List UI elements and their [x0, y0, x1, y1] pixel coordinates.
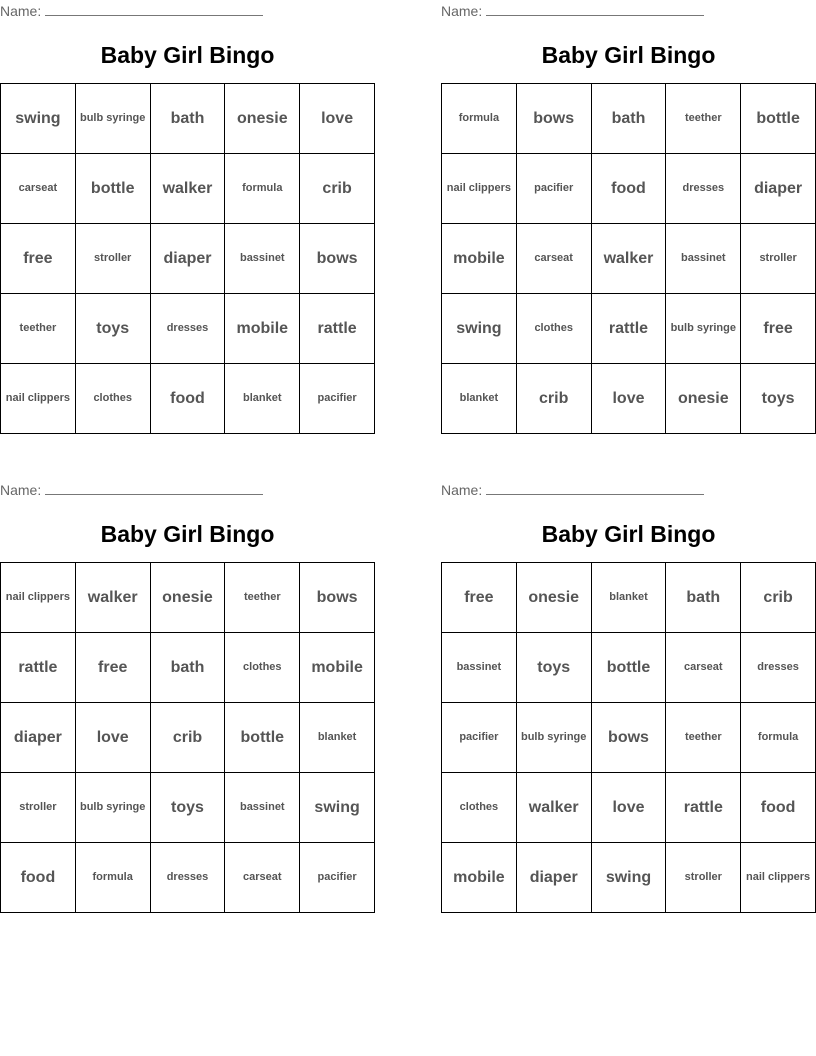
bingo-cell: carseat	[666, 633, 741, 703]
bingo-cell: love	[592, 773, 667, 843]
bingo-cell: swing	[592, 843, 667, 913]
bingo-cell: walker	[151, 154, 226, 224]
bingo-cell: mobile	[225, 294, 300, 364]
bingo-cell: bassinet	[442, 633, 517, 703]
bingo-cell: onesie	[151, 563, 226, 633]
bingo-cell: love	[300, 84, 375, 154]
bingo-cell: dresses	[666, 154, 741, 224]
bingo-cell: bath	[151, 633, 226, 703]
name-underline	[45, 482, 263, 495]
bingo-cell: food	[151, 364, 226, 434]
bingo-cell: bulb syringe	[517, 703, 592, 773]
bingo-cell: nail clippers	[442, 154, 517, 224]
bingo-cell: diaper	[151, 224, 226, 294]
bingo-cell: rattle	[300, 294, 375, 364]
bingo-cell: crib	[151, 703, 226, 773]
bingo-cell: bassinet	[225, 224, 300, 294]
card-title: Baby Girl Bingo	[100, 521, 275, 547]
bingo-cell: nail clippers	[1, 364, 76, 434]
bingo-cell: stroller	[741, 224, 816, 294]
bingo-cell: toys	[76, 294, 151, 364]
bingo-cell: dresses	[151, 294, 226, 364]
bingo-card-1	[0, 0, 375, 435]
bingo-cell: formula	[741, 703, 816, 773]
bingo-cell: crib	[741, 563, 816, 633]
bingo-cell: toys	[741, 364, 816, 434]
bingo-grid	[0, 83, 375, 434]
bingo-cell: bassinet	[666, 224, 741, 294]
bingo-cell: walker	[76, 563, 151, 633]
name-label: Name:	[0, 482, 42, 498]
bingo-cell: onesie	[225, 84, 300, 154]
bingo-cell: clothes	[442, 773, 517, 843]
bingo-cell: bath	[592, 84, 667, 154]
bingo-cell: swing	[300, 773, 375, 843]
bingo-cell: diaper	[1, 703, 76, 773]
bingo-cell: blanket	[592, 563, 667, 633]
bingo-cell: carseat	[517, 224, 592, 294]
bingo-cell: onesie	[517, 563, 592, 633]
bingo-cell: formula	[442, 84, 517, 154]
bingo-cell: bows	[517, 84, 592, 154]
name-field	[0, 482, 263, 498]
bingo-cell: carseat	[225, 843, 300, 913]
name-label: Name:	[441, 3, 483, 19]
name-field	[441, 482, 704, 498]
bingo-cell: blanket	[225, 364, 300, 434]
bingo-cell: food	[741, 773, 816, 843]
bingo-cell: teether	[1, 294, 76, 364]
name-underline	[486, 482, 704, 495]
bingo-cell: teether	[225, 563, 300, 633]
bingo-card-2	[441, 0, 816, 435]
bingo-cell: bulb syringe	[666, 294, 741, 364]
bingo-cell: carseat	[1, 154, 76, 224]
bingo-cell: onesie	[666, 364, 741, 434]
bingo-cell: free	[741, 294, 816, 364]
bingo-cell: love	[76, 703, 151, 773]
bingo-cell: dresses	[741, 633, 816, 703]
bingo-cell: free	[76, 633, 151, 703]
bingo-cell: toys	[517, 633, 592, 703]
bingo-cell: pacifier	[442, 703, 517, 773]
bingo-cell: love	[592, 364, 667, 434]
bingo-card-3	[0, 479, 375, 914]
bingo-cell: bottle	[76, 154, 151, 224]
name-field	[0, 3, 263, 19]
bingo-cell: diaper	[741, 154, 816, 224]
bingo-card-4	[441, 479, 816, 914]
name-field	[441, 3, 704, 19]
bingo-cell: bottle	[741, 84, 816, 154]
card-title: Baby Girl Bingo	[100, 42, 275, 68]
bingo-cell: teether	[666, 84, 741, 154]
bingo-cell: nail clippers	[1, 563, 76, 633]
bingo-cell: walker	[592, 224, 667, 294]
bingo-cell: stroller	[1, 773, 76, 843]
bingo-cell: food	[592, 154, 667, 224]
bingo-cell: formula	[225, 154, 300, 224]
bingo-cell: stroller	[76, 224, 151, 294]
bingo-cell: toys	[151, 773, 226, 843]
bingo-cell: bath	[151, 84, 226, 154]
card-title: Baby Girl Bingo	[541, 42, 716, 68]
bingo-cell: free	[442, 563, 517, 633]
bingo-cell: bulb syringe	[76, 84, 151, 154]
name-label: Name:	[0, 3, 42, 19]
bingo-cell: walker	[517, 773, 592, 843]
name-label: Name:	[441, 482, 483, 498]
bingo-cell: rattle	[666, 773, 741, 843]
bingo-cell: blanket	[300, 703, 375, 773]
bingo-cell: mobile	[442, 843, 517, 913]
bingo-cell: pacifier	[300, 364, 375, 434]
bingo-cell: mobile	[442, 224, 517, 294]
bingo-grid	[441, 562, 816, 913]
bingo-cell: teether	[666, 703, 741, 773]
bingo-cell: diaper	[517, 843, 592, 913]
bingo-cell: food	[1, 843, 76, 913]
bingo-cell: crib	[300, 154, 375, 224]
bingo-cell: bulb syringe	[76, 773, 151, 843]
bingo-cell: bath	[666, 563, 741, 633]
bingo-cell: bows	[300, 224, 375, 294]
name-underline	[486, 3, 704, 16]
bingo-cell: blanket	[442, 364, 517, 434]
bingo-cell: pacifier	[300, 843, 375, 913]
bingo-cell: swing	[442, 294, 517, 364]
card-title: Baby Girl Bingo	[541, 521, 716, 547]
bingo-cell: bows	[300, 563, 375, 633]
bingo-cell: bassinet	[225, 773, 300, 843]
bingo-cell: formula	[76, 843, 151, 913]
bingo-cell: crib	[517, 364, 592, 434]
bingo-grid	[0, 562, 375, 913]
bingo-cell: clothes	[517, 294, 592, 364]
bingo-cell: rattle	[1, 633, 76, 703]
bingo-cell: free	[1, 224, 76, 294]
bingo-cell: bows	[592, 703, 667, 773]
bingo-cell: rattle	[592, 294, 667, 364]
bingo-cell: mobile	[300, 633, 375, 703]
name-underline	[45, 3, 263, 16]
bingo-cell: swing	[1, 84, 76, 154]
bingo-cell: dresses	[151, 843, 226, 913]
bingo-cell: clothes	[225, 633, 300, 703]
bingo-cell: bottle	[225, 703, 300, 773]
bingo-cell: clothes	[76, 364, 151, 434]
bingo-cell: bottle	[592, 633, 667, 703]
bingo-cell: stroller	[666, 843, 741, 913]
bingo-grid	[441, 83, 816, 434]
bingo-cell: pacifier	[517, 154, 592, 224]
bingo-cell: nail clippers	[741, 843, 816, 913]
